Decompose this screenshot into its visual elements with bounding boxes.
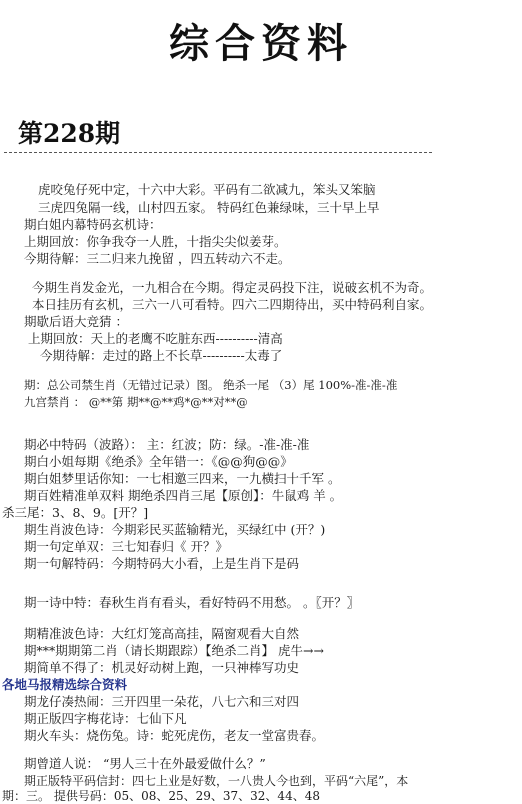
- text-line: 虎咬兔仔死中定，十六中大彩。平码有二欲减九，笨头又笨脑: [38, 182, 376, 197]
- text-line: 期生肖波色诗：今期彩民买蓝输精光，买绿红中 (开？): [24, 522, 326, 537]
- text-line: 期曾道人说： “男人三十在外最爱做什么？”: [24, 756, 266, 771]
- text-line: 期龙仔凑热闹：三开四里一朵花，八七六和三对四: [24, 694, 300, 709]
- text-line: 今期待解：三二归来九挽留 ，四五转动六不走。: [24, 251, 291, 266]
- text-line: 九宫禁肖 ： @**第 期**@**鸡*@**对**@: [24, 395, 248, 409]
- text-line: 期正版特平码信封：四七上业是好数，一八贵人今也到，平码“六尾”，本: [24, 774, 409, 788]
- text-line: 期火车头：烧伤兔。诗：蛇死虎伤，老友一堂富贵春。: [24, 728, 325, 743]
- text-line: 期：三。 提供号码：05、08、25、29、37、32、44、48: [2, 789, 320, 803]
- text-line: 期精准波色诗：大红灯笼高高挂，隔窗观看大自然: [24, 626, 300, 641]
- text-line: 今期生肖发金光，一九相合在今期。得定灵码投下注，说破玄机不为奇。: [32, 280, 433, 295]
- text-line: 期一句定单双：三七知春归《 开？》: [24, 539, 228, 554]
- text-line: 期白姐内幕特码玄机诗：: [24, 217, 162, 232]
- text-line: 上期回放：你争我夺一人胜，十指尖尖似姜芽。: [24, 234, 287, 249]
- text-line: 期一句解特码：今期特码大小看，上是生肖下是码: [24, 556, 300, 571]
- text-line: 期百姓精准单双料 期绝杀四肖三尾【原创】：牛鼠鸡 羊 。: [24, 488, 343, 503]
- text-line: 期简单不得了：机灵好动树上跑，一只神棒写功史: [24, 660, 300, 675]
- text-line: 杀三尾：3、8、9。[开？]: [2, 505, 149, 520]
- text-line: 期***期期第二肖（请长期跟踪）【绝杀二肖】 虎牛→→: [24, 643, 324, 658]
- page-title: 综合资料: [169, 20, 353, 67]
- text-line: 三虎四兔隔一线，山村四五家。 特码红色兼绿味，三十早上早: [38, 200, 380, 215]
- issue-number: 第228期: [18, 119, 121, 148]
- text-line: 上期回放：天上的老鹰不吃脏东西----------清高: [28, 331, 283, 346]
- text-line: 期歇后语大竞猜 ：: [24, 314, 128, 329]
- text-line: 期正版四字梅花诗：七仙下凡: [24, 711, 187, 726]
- text-line: 期必中特码（波路）： 主：红波；防：绿。-准-准-准: [24, 437, 310, 452]
- text-line: 期：总公司禁生肖（无错过记录）图。 绝杀一尾 （3）尾 100%-准-准-准: [24, 378, 398, 392]
- section-heading: 各地马报精选综合资料: [2, 677, 128, 692]
- text-line: 期白姐梦里话你知：一七相邀三四来，一九横扫十千军 。: [24, 471, 341, 486]
- dashed-divider: [4, 152, 432, 153]
- text-line: 期白小姐每期《绝杀》全年错一：《@@狗@@》: [24, 454, 293, 469]
- text-line: 本日挂历有玄机，三六一八可看特。四六二四期待出，买中特码利自家。: [32, 297, 433, 312]
- text-line: 期一诗中特：春秋生肖有看头，看好特码不用愁。 。〖开？〗: [24, 595, 360, 610]
- text-line: 今期待解：走过的路上不长草----------太毒了: [40, 348, 283, 363]
